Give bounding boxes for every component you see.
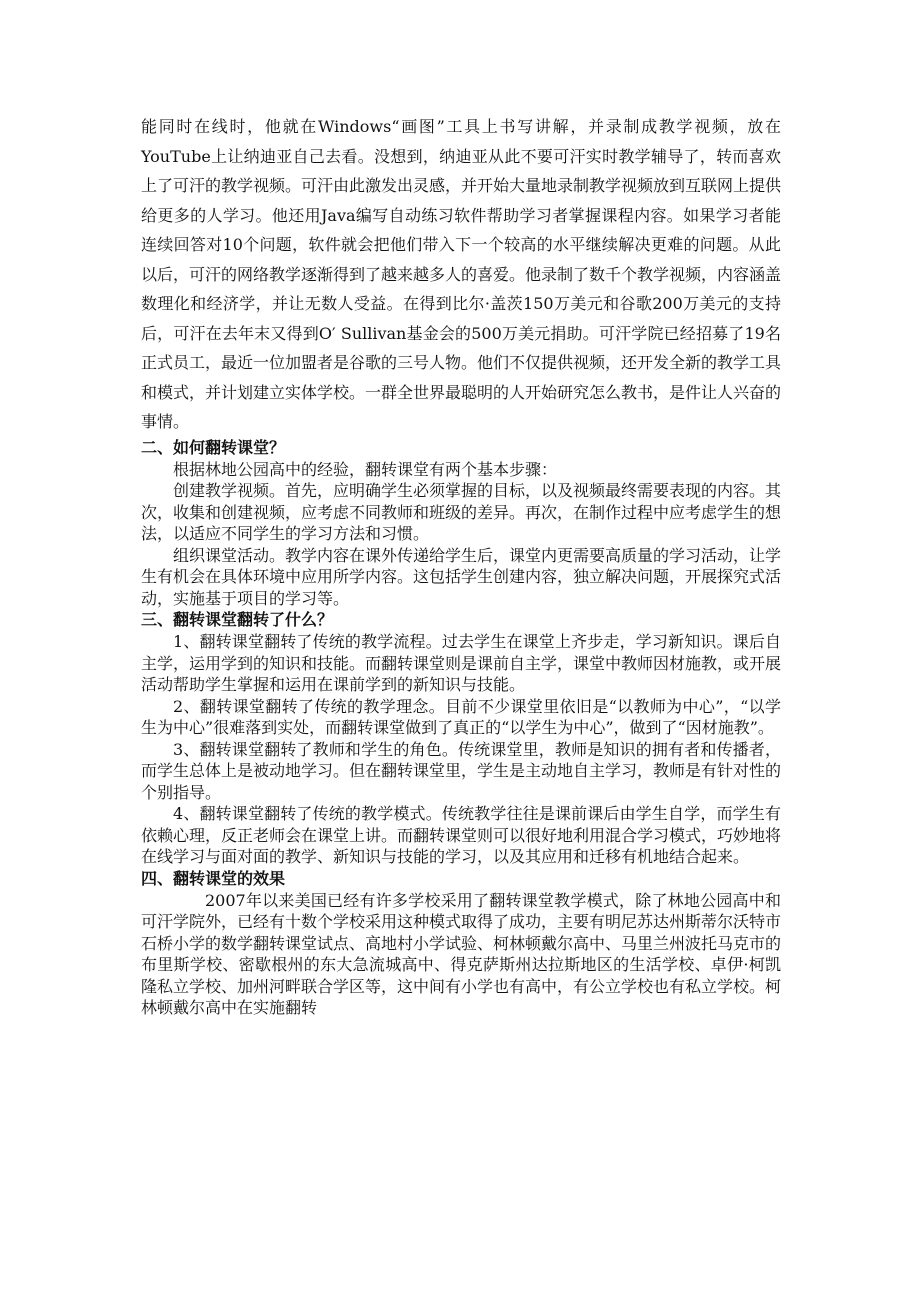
document-page	[141, 112, 781, 1019]
paragraph: 2、翻转课堂翻转了传统的教学理念。目前不少课堂里依旧是“以教师为中心”，“以学生为中心”很难落到实处，而翻转课堂做到了真正的“以学生为中心”，做到了“因材施教”。	[141, 696, 781, 737]
section-heading-4: 四、翻转课堂的效果	[141, 868, 286, 888]
paragraph: 3、翻转课堂翻转了教师和学生的角色。传统课堂里，教师是知识的拥有者和传播者，而学生总体上是被动地学习。但在翻转课堂里，学生是主动地自主学习，教师是有针对性的个别指导。	[141, 739, 782, 802]
paragraph: 4、翻转课堂翻转了传统的教学模式。传统教学往往是课前课后由学生自学，而学生有依赖心理，反正老师会在课堂上讲。而翻转课堂则可以很好地利用混合学习模式，巧妙地将在线学习与面对面的教学、新知识与技能的学习，以及其应用和迁移有机地结合起来。	[141, 804, 782, 866]
section-heading-2: 二、如何翻转课堂？	[141, 437, 286, 457]
paragraph: 创建教学视频。首先，应明确学生必须掌握的目标，以及视频最终需要表现的内容。其次，收集和创建视频，应考虑不同教师和班级的差异。再次，在制作过程中应考虑学生的想法，以适应不同学生的学习方法和习惯。	[141, 481, 782, 543]
section-heading-3: 三、翻转课堂翻转了什么？	[141, 610, 334, 629]
paragraph: 1、翻转课堂翻转了传统的教学流程。过去学生在课堂上齐步走，学习新知识。课后自主学，运用学到的知识和技能。而翻转课堂则是课前自主学，课堂中教师因材施教，或开展活动帮助学生掌握和运用在课前学到的新知识与技能。	[141, 632, 782, 694]
paragraph: 根据林地公园高中的经验，翻转课堂有两个基本步骤：	[173, 459, 558, 479]
paragraph: 组织课堂活动。教学内容在课外传递给学生后，课堂内更需要高质量的学习活动，让学生有机会在具体环境中应用所学内容。这包括学生创建内容，独立解决问题，开展探究式活动，实施基于项目的学习等。	[141, 545, 782, 608]
intro-paragraph: 能同时在线时，他就在Windows“画图”工具上书写讲解，并录制成教学视频，放在YouTube上让纳迪亚自己去看。没想到，纳迪亚从此不要可汗实时教学辅导了，转而喜欢上了可汗的教学视频。可汗由此激发出灵感，并开始大量地录制教学视频放到互联网上提供给更多的人学习。他还用Java编写自动练习软件帮助学习者掌握课程内容。如果学习者能连续回答对10个问题，软件就会把他们带入下一个较高的水平继续解决更难的问题。从此以后，可汗的网络教学逐渐得到了越来越多人的喜爱。他录制了数千个教学视频，内容涵盖数理化和经济学，并让无数人受益。在得到比尔·盖茨150万美元和谷歌200万美元的支持后，可汗在去年末又得到O′ Sullivan基金会的500万美元捐助。可汗学院已经招募了19名正式员工，最近一位加盟者是谷歌的三号人物。他们不仅提供视频，还开发全新的教学工具和模式，并计划建立实体学校。一群全世界最聪明的人开始研究怎么教书，是件让人兴奋的事情。	[141, 117, 782, 431]
paragraph: 2007年以来美国已经有许多学校采用了翻转课堂教学模式，除了林地公园高中和可汗学院外，已经有十数个学校采用这种模式取得了成功，主要有明尼苏达州斯蒂尔沃特市石桥小学的数学翻转课堂试点、高地村小学试验、柯林顿戴尔高中、马里兰州波托马克市的布里斯学校、密歇根州的东大急流城高中、得克萨斯州达拉斯地区的生活学校、卓伊·柯凯隆私立学校、加州河畔联合学区等，这中间有小学也有高中，有公立学校也有私立学校。柯林顿戴尔高中在实施翻转	[141, 890, 782, 1017]
